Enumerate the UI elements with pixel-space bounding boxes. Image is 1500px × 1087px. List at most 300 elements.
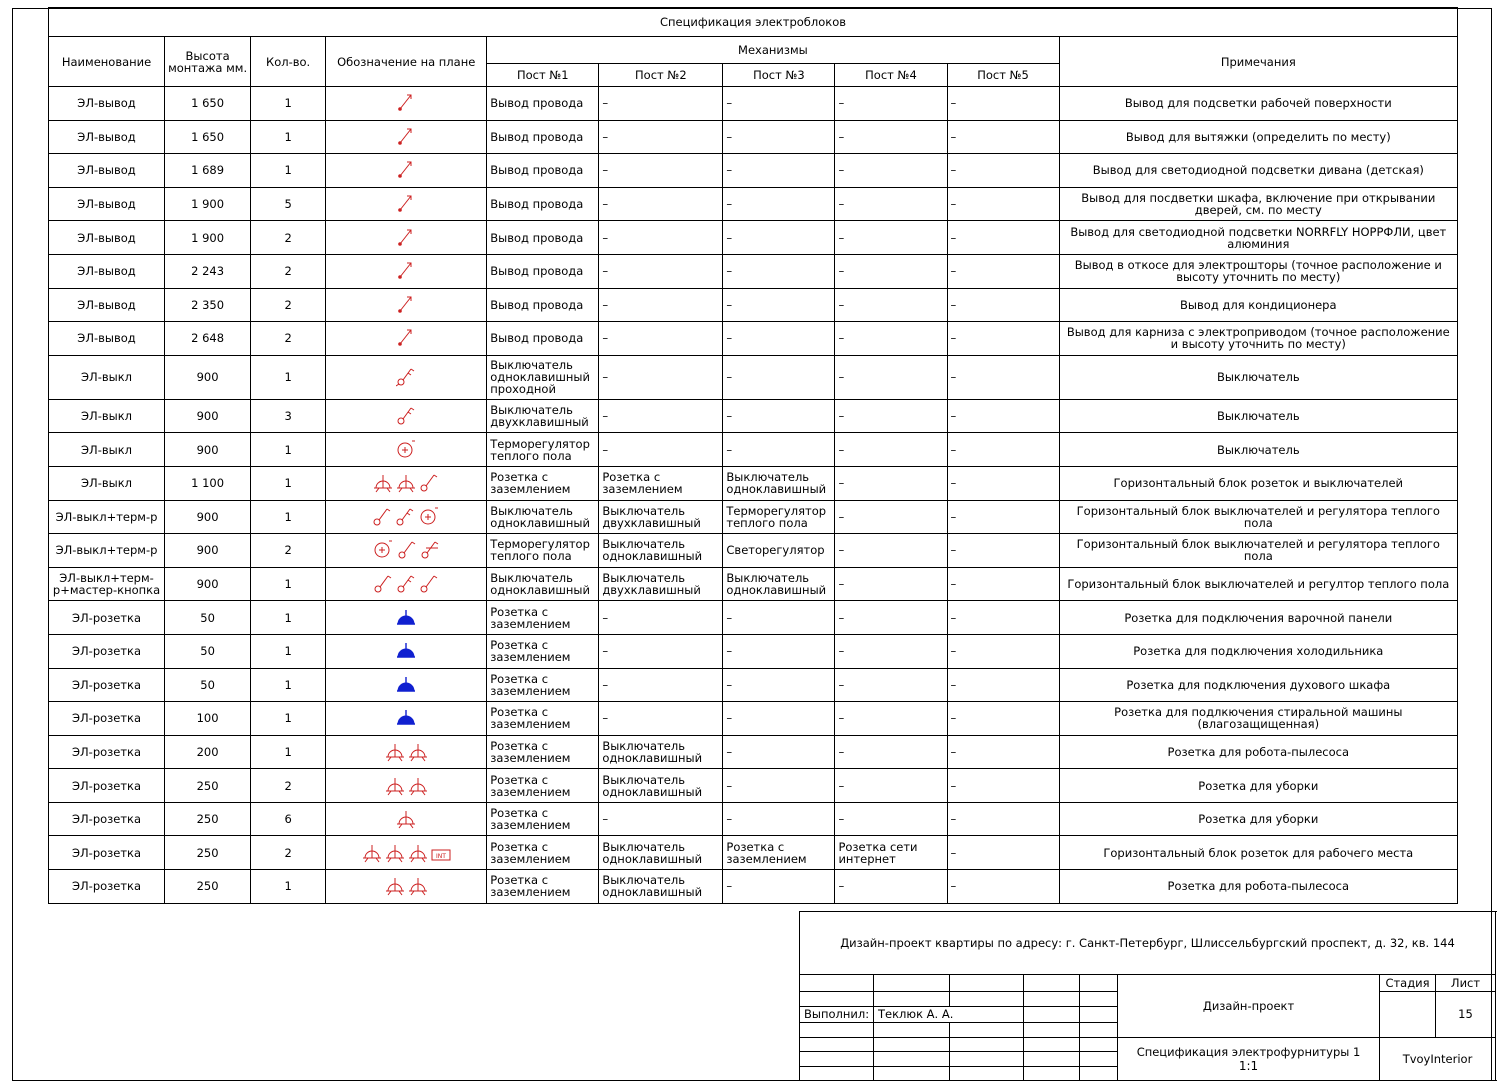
switch-icon [372, 505, 392, 527]
row-symbol [326, 120, 487, 154]
row-post-2: – [599, 87, 723, 121]
row-post-3: – [723, 735, 835, 769]
power-socket-icon [396, 639, 416, 661]
row-post-4: – [835, 355, 947, 399]
row-name: ЭЛ-розетка [49, 836, 165, 870]
row-post-5: – [947, 187, 1059, 221]
double-switch-icon [396, 572, 416, 594]
row-post-5: – [947, 534, 1059, 568]
wire-outlet-icon [395, 91, 417, 113]
row-note: Вывод в откосе для электрошторы (точное расположение и высоту уточнить по месту) [1059, 254, 1457, 288]
row-post-4: – [835, 634, 947, 668]
row-height: 250 [165, 836, 251, 870]
executor-name: Теклюк А. А. [874, 1006, 1024, 1023]
dimmer-icon [420, 538, 440, 560]
table-row [49, 601, 1458, 635]
title-block [799, 911, 1496, 1081]
row-post-5: – [947, 702, 1059, 736]
header-post-1: Пост №1 [487, 64, 599, 87]
row-post-3: Светорегулятор [723, 534, 835, 568]
socket-icon [373, 471, 393, 493]
row-post-5: – [947, 870, 1059, 904]
row-post-5: – [947, 567, 1059, 601]
power-socket-icon [396, 673, 416, 695]
row-post-4: – [835, 735, 947, 769]
row-symbol [326, 702, 487, 736]
row-post-2: Розетка с заземлением [599, 466, 723, 500]
row-post-1: Вывод провода [487, 154, 599, 188]
row-post-2: – [599, 601, 723, 635]
row-note: Розетка для подключения холодильника [1059, 634, 1457, 668]
row-height: 1 650 [165, 120, 251, 154]
header-post-3: Пост №3 [723, 64, 835, 87]
row-post-2: – [599, 433, 723, 467]
drawing-title [1118, 1037, 1380, 1080]
row-symbol [326, 154, 487, 188]
row-height: 1 650 [165, 87, 251, 121]
double-switch-icon [396, 404, 416, 426]
row-post-1: Розетка с заземлением [487, 836, 599, 870]
project-type: Дизайн-проект [1118, 975, 1380, 1037]
double-switch-icon [396, 404, 416, 426]
row-post-3: – [723, 802, 835, 836]
row-post-2: Выключатель одноклавишный [599, 735, 723, 769]
row-post-5: – [947, 735, 1059, 769]
row-name: ЭЛ-вывод [49, 254, 165, 288]
executed-label: Выполнил: [800, 1006, 874, 1023]
row-post-5: – [947, 154, 1059, 188]
row-post-2: – [599, 221, 723, 255]
table-row [49, 634, 1458, 668]
row-note: Розетка для уборки [1059, 802, 1457, 836]
table-row [49, 500, 1458, 534]
row-note: Розетка для подлкючения стиральной машины (влагозащищенная) [1059, 702, 1457, 736]
row-post-2: Выключатель одноклавишный [599, 836, 723, 870]
row-note: Вывод для светодиодной подсветки дивана (детская) [1059, 154, 1457, 188]
table-row [49, 769, 1458, 803]
thermostat-icon [395, 438, 417, 460]
row-note: Выключатель [1059, 399, 1457, 433]
row-post-3: – [723, 254, 835, 288]
wire-outlet-icon [395, 125, 417, 147]
row-post-3: – [723, 769, 835, 803]
row-post-3: Выключатель одноклавишный [723, 567, 835, 601]
row-name: ЭЛ-выкл [49, 466, 165, 500]
row-post-5: – [947, 87, 1059, 121]
socket-pair-icon [385, 774, 428, 796]
row-post-4: – [835, 500, 947, 534]
row-post-1: Розетка с заземлением [487, 601, 599, 635]
row-qty: 1 [251, 601, 326, 635]
row-post-4: – [835, 322, 947, 356]
header-notes: Примечания [1059, 37, 1457, 87]
row-height: 2 243 [165, 254, 251, 288]
row-post-5: – [947, 769, 1059, 803]
row-post-4: – [835, 87, 947, 121]
socket-icon [385, 841, 405, 863]
row-note: Розетка для подключения духового шкафа [1059, 668, 1457, 702]
row-qty: 1 [251, 668, 326, 702]
row-post-5: – [947, 399, 1059, 433]
row-post-3: – [723, 120, 835, 154]
row-post-1: Вывод провода [487, 120, 599, 154]
header-mechanisms: Механизмы [487, 37, 1059, 64]
row-post-4: – [835, 187, 947, 221]
table-row [49, 702, 1458, 736]
row-height: 900 [165, 399, 251, 433]
row-post-1: Розетка с заземлением [487, 466, 599, 500]
row-post-4: – [835, 120, 947, 154]
row-symbol [326, 668, 487, 702]
row-symbol [326, 322, 487, 356]
row-symbol [326, 288, 487, 322]
row-height: 1 689 [165, 154, 251, 188]
row-name: ЭЛ-выкл [49, 433, 165, 467]
row-height: 1 900 [165, 187, 251, 221]
row-height: 50 [165, 634, 251, 668]
row-note: Горизонтальный блок розеток для рабочего места [1059, 836, 1457, 870]
row-note: Вывод для посдветки шкафа, включение при открывании дверей, см. по месту [1059, 187, 1457, 221]
header-symbol: Обозначение на плане [326, 37, 487, 87]
table-row [49, 567, 1458, 601]
row-name: ЭЛ-розетка [49, 601, 165, 635]
row-post-3: – [723, 288, 835, 322]
wire-outlet-icon [395, 326, 417, 348]
row-qty: 2 [251, 288, 326, 322]
socket-icon [408, 740, 428, 762]
header-qty: Кол-во. [251, 37, 326, 87]
wire-outlet-icon [395, 326, 417, 348]
row-symbol [326, 601, 487, 635]
row-post-2: Выключатель двухклавишный [599, 567, 723, 601]
drawing-scale: 1:1 [1238, 1058, 1259, 1073]
table-row [49, 668, 1458, 702]
row-post-5: – [947, 288, 1059, 322]
row-post-1: Вывод провода [487, 254, 599, 288]
row-post-2: Выключатель одноклавишный [599, 870, 723, 904]
row-post-5: – [947, 466, 1059, 500]
row-symbol [326, 399, 487, 433]
row-post-2: – [599, 355, 723, 399]
row-height: 2 350 [165, 288, 251, 322]
wire-outlet-icon [395, 226, 417, 248]
row-post-5: – [947, 433, 1059, 467]
row-post-2: – [599, 702, 723, 736]
wire-outlet-icon [395, 125, 417, 147]
row-name: ЭЛ-розетка [49, 802, 165, 836]
row-qty: 1 [251, 87, 326, 121]
row-post-4: – [835, 601, 947, 635]
row-symbol [326, 87, 487, 121]
table-row [49, 221, 1458, 255]
power-socket-icon [396, 706, 416, 728]
row-height: 250 [165, 802, 251, 836]
row-post-2: – [599, 254, 723, 288]
wire-outlet-icon [395, 158, 417, 180]
row-name: ЭЛ-выкл [49, 355, 165, 399]
table-row [49, 187, 1458, 221]
row-post-3: – [723, 702, 835, 736]
row-qty: 1 [251, 567, 326, 601]
row-post-5: – [947, 500, 1059, 534]
table-row [49, 836, 1458, 870]
row-post-2: – [599, 322, 723, 356]
row-name: ЭЛ-выкл+терм-р [49, 500, 165, 534]
row-post-1: Розетка с заземлением [487, 870, 599, 904]
socket-pair-icon [385, 874, 428, 896]
row-note: Горизонтальный блок розеток и выключателей [1059, 466, 1457, 500]
wire-outlet-icon [395, 226, 417, 248]
table-row [49, 254, 1458, 288]
wire-outlet-icon [395, 158, 417, 180]
project-address: Дизайн-проект квартиры по адресу: г. Санкт-Петербург, Шлиссельбургский проспект, д. 32, кв. 144 [800, 912, 1496, 975]
row-post-3: – [723, 668, 835, 702]
row-name: ЭЛ-розетка [49, 735, 165, 769]
socket-icon [385, 874, 405, 896]
wire-outlet-icon [395, 259, 417, 281]
row-qty: 1 [251, 466, 326, 500]
row-note: Вывод для кондиционера [1059, 288, 1457, 322]
sheet-label: Лист [1436, 975, 1496, 992]
wire-outlet-icon [395, 192, 417, 214]
row-post-1: Розетка с заземлением [487, 702, 599, 736]
switch-icon [373, 572, 393, 594]
row-post-1: Вывод провода [487, 221, 599, 255]
row-qty: 2 [251, 254, 326, 288]
table-row [49, 87, 1458, 121]
stage-value [1380, 992, 1436, 1038]
row-post-5: – [947, 254, 1059, 288]
row-note: Вывод для светодиодной подсветки NORRFLY НОРРФЛИ, цвет алюминия [1059, 221, 1457, 255]
double-switch-icon [395, 505, 415, 527]
row-post-3: – [723, 601, 835, 635]
row-name: ЭЛ-вывод [49, 221, 165, 255]
row-qty: 2 [251, 322, 326, 356]
header-post-4: Пост №4 [835, 64, 947, 87]
row-post-5: – [947, 634, 1059, 668]
header-name: Наименование [49, 37, 165, 87]
row-post-4: – [835, 221, 947, 255]
row-post-1: Розетка с заземлением [487, 769, 599, 803]
row-post-1: Выключатель двухклавишный [487, 399, 599, 433]
switch-switch-thermostat-icon [372, 505, 440, 527]
row-post-4: – [835, 769, 947, 803]
row-symbol [326, 735, 487, 769]
row-symbol [326, 466, 487, 500]
row-qty: 2 [251, 221, 326, 255]
row-post-1: Выключатель одноклавишный [487, 500, 599, 534]
table-row [49, 433, 1458, 467]
internet-socket-icon [431, 841, 451, 863]
row-qty: 1 [251, 154, 326, 188]
socket-pair-icon [385, 740, 428, 762]
row-symbol [326, 355, 487, 399]
row-post-4: – [835, 668, 947, 702]
row-post-3: – [723, 187, 835, 221]
row-post-3: – [723, 87, 835, 121]
row-post-5: – [947, 802, 1059, 836]
row-symbol [326, 433, 487, 467]
table-row [49, 322, 1458, 356]
row-note: Розетка для робота-пылесоса [1059, 735, 1457, 769]
row-post-5: – [947, 836, 1059, 870]
row-height: 1 900 [165, 221, 251, 255]
table-row [49, 802, 1458, 836]
row-height: 250 [165, 769, 251, 803]
row-post-2: Выключатель одноклавишный [599, 534, 723, 568]
row-name: ЭЛ-розетка [49, 769, 165, 803]
wire-outlet-icon [395, 293, 417, 315]
table-row [49, 154, 1458, 188]
row-post-4: – [835, 870, 947, 904]
row-qty: 1 [251, 702, 326, 736]
switch-icon [419, 572, 439, 594]
row-post-4: – [835, 433, 947, 467]
wire-outlet-icon [395, 91, 417, 113]
socket-icon [396, 807, 416, 829]
row-post-4: – [835, 466, 947, 500]
row-qty: 1 [251, 870, 326, 904]
row-qty: 1 [251, 355, 326, 399]
row-post-4: – [835, 567, 947, 601]
row-post-3: Терморегулятор теплого пола [723, 500, 835, 534]
header-post-5: Пост №5 [947, 64, 1059, 87]
row-post-4: – [835, 399, 947, 433]
row-qty: 1 [251, 500, 326, 534]
row-note: Выключатель [1059, 355, 1457, 399]
table-row [49, 288, 1458, 322]
row-post-5: – [947, 355, 1059, 399]
table-row [49, 120, 1458, 154]
row-height: 50 [165, 601, 251, 635]
row-post-2: – [599, 802, 723, 836]
power-socket-icon [396, 606, 416, 628]
row-post-5: – [947, 601, 1059, 635]
row-post-3: – [723, 433, 835, 467]
row-height: 200 [165, 735, 251, 769]
row-height: 900 [165, 567, 251, 601]
row-note: Розетка для робота-пылесоса [1059, 870, 1457, 904]
row-symbol [326, 500, 487, 534]
row-post-2: – [599, 634, 723, 668]
row-note: Вывод для вытяжки (определить по месту) [1059, 120, 1457, 154]
table-row [49, 399, 1458, 433]
row-post-1: Вывод провода [487, 87, 599, 121]
socket-triple-internet-icon [362, 841, 451, 863]
row-note: Вывод для подсветки рабочей поверхности [1059, 87, 1457, 121]
row-post-3: – [723, 870, 835, 904]
row-post-5: – [947, 120, 1059, 154]
row-height: 2 648 [165, 322, 251, 356]
row-name: ЭЛ-вывод [49, 120, 165, 154]
row-qty: 2 [251, 769, 326, 803]
row-name: ЭЛ-вывод [49, 322, 165, 356]
row-symbol [326, 534, 487, 568]
row-post-1: Вывод провода [487, 187, 599, 221]
row-symbol [326, 567, 487, 601]
power-socket-icon [396, 673, 416, 695]
spec-body [49, 87, 1458, 904]
row-name: ЭЛ-розетка [49, 634, 165, 668]
row-post-4: – [835, 802, 947, 836]
row-post-3: – [723, 221, 835, 255]
row-height: 50 [165, 668, 251, 702]
row-name: ЭЛ-вывод [49, 87, 165, 121]
thermostat-icon [395, 438, 417, 460]
row-post-1: Выключатель одноклавишный [487, 567, 599, 601]
row-post-2: Выключатель двухклавишный [599, 500, 723, 534]
row-qty: 1 [251, 735, 326, 769]
power-socket-icon [396, 706, 416, 728]
row-post-3: Розетка с заземлением [723, 836, 835, 870]
socket-icon [385, 740, 405, 762]
row-post-3: Выключатель одноклавишный [723, 466, 835, 500]
table-row [49, 355, 1458, 399]
socket-socket-switch-icon [373, 471, 439, 493]
row-post-1: Розетка с заземлением [487, 735, 599, 769]
header-height: Высота монтажа мм. [165, 37, 251, 87]
switch-icon [419, 471, 439, 493]
row-post-1: Вывод провода [487, 322, 599, 356]
row-post-3: – [723, 634, 835, 668]
row-qty: 1 [251, 120, 326, 154]
row-qty: 5 [251, 187, 326, 221]
row-post-2: – [599, 668, 723, 702]
wire-outlet-icon [395, 259, 417, 281]
stage-label: Стадия [1380, 975, 1436, 992]
row-post-1: Розетка с заземлением [487, 634, 599, 668]
row-name: ЭЛ-розетка [49, 870, 165, 904]
row-name: ЭЛ-выкл [49, 399, 165, 433]
row-post-3: – [723, 399, 835, 433]
row-symbol [326, 221, 487, 255]
row-post-5: – [947, 322, 1059, 356]
socket-icon [396, 471, 416, 493]
sheet-number: 15 [1436, 992, 1496, 1038]
thermostat-switch-dimmer-icon [372, 538, 440, 560]
pass-switch-icon [396, 365, 416, 387]
row-post-3: – [723, 322, 835, 356]
socket-icon [408, 874, 428, 896]
row-name: ЭЛ-выкл+терм-р+мастер-кнопка [49, 567, 165, 601]
socket-icon [408, 841, 428, 863]
row-note: Горизонтальный блок выключателей и регулятора теплого пола [1059, 500, 1457, 534]
row-post-4: – [835, 254, 947, 288]
row-note: Розетка для уборки [1059, 769, 1457, 803]
spec-title: Спецификация электроблоков [49, 8, 1458, 37]
row-height: 900 [165, 534, 251, 568]
row-height: 1 100 [165, 466, 251, 500]
row-symbol [326, 836, 487, 870]
row-height: 100 [165, 702, 251, 736]
row-qty: 3 [251, 399, 326, 433]
row-qty: 6 [251, 802, 326, 836]
row-qty: 1 [251, 433, 326, 467]
row-post-4: – [835, 534, 947, 568]
row-post-1: Розетка с заземлением [487, 668, 599, 702]
power-socket-icon [396, 606, 416, 628]
wire-outlet-icon [395, 192, 417, 214]
table-row [49, 870, 1458, 904]
row-symbol [326, 802, 487, 836]
row-post-4: – [835, 702, 947, 736]
row-name: ЭЛ-выкл+терм-р [49, 534, 165, 568]
table-row [49, 466, 1458, 500]
row-post-2: – [599, 399, 723, 433]
row-post-2: – [599, 288, 723, 322]
row-post-5: – [947, 221, 1059, 255]
svg-text:INT: INT [435, 852, 446, 860]
